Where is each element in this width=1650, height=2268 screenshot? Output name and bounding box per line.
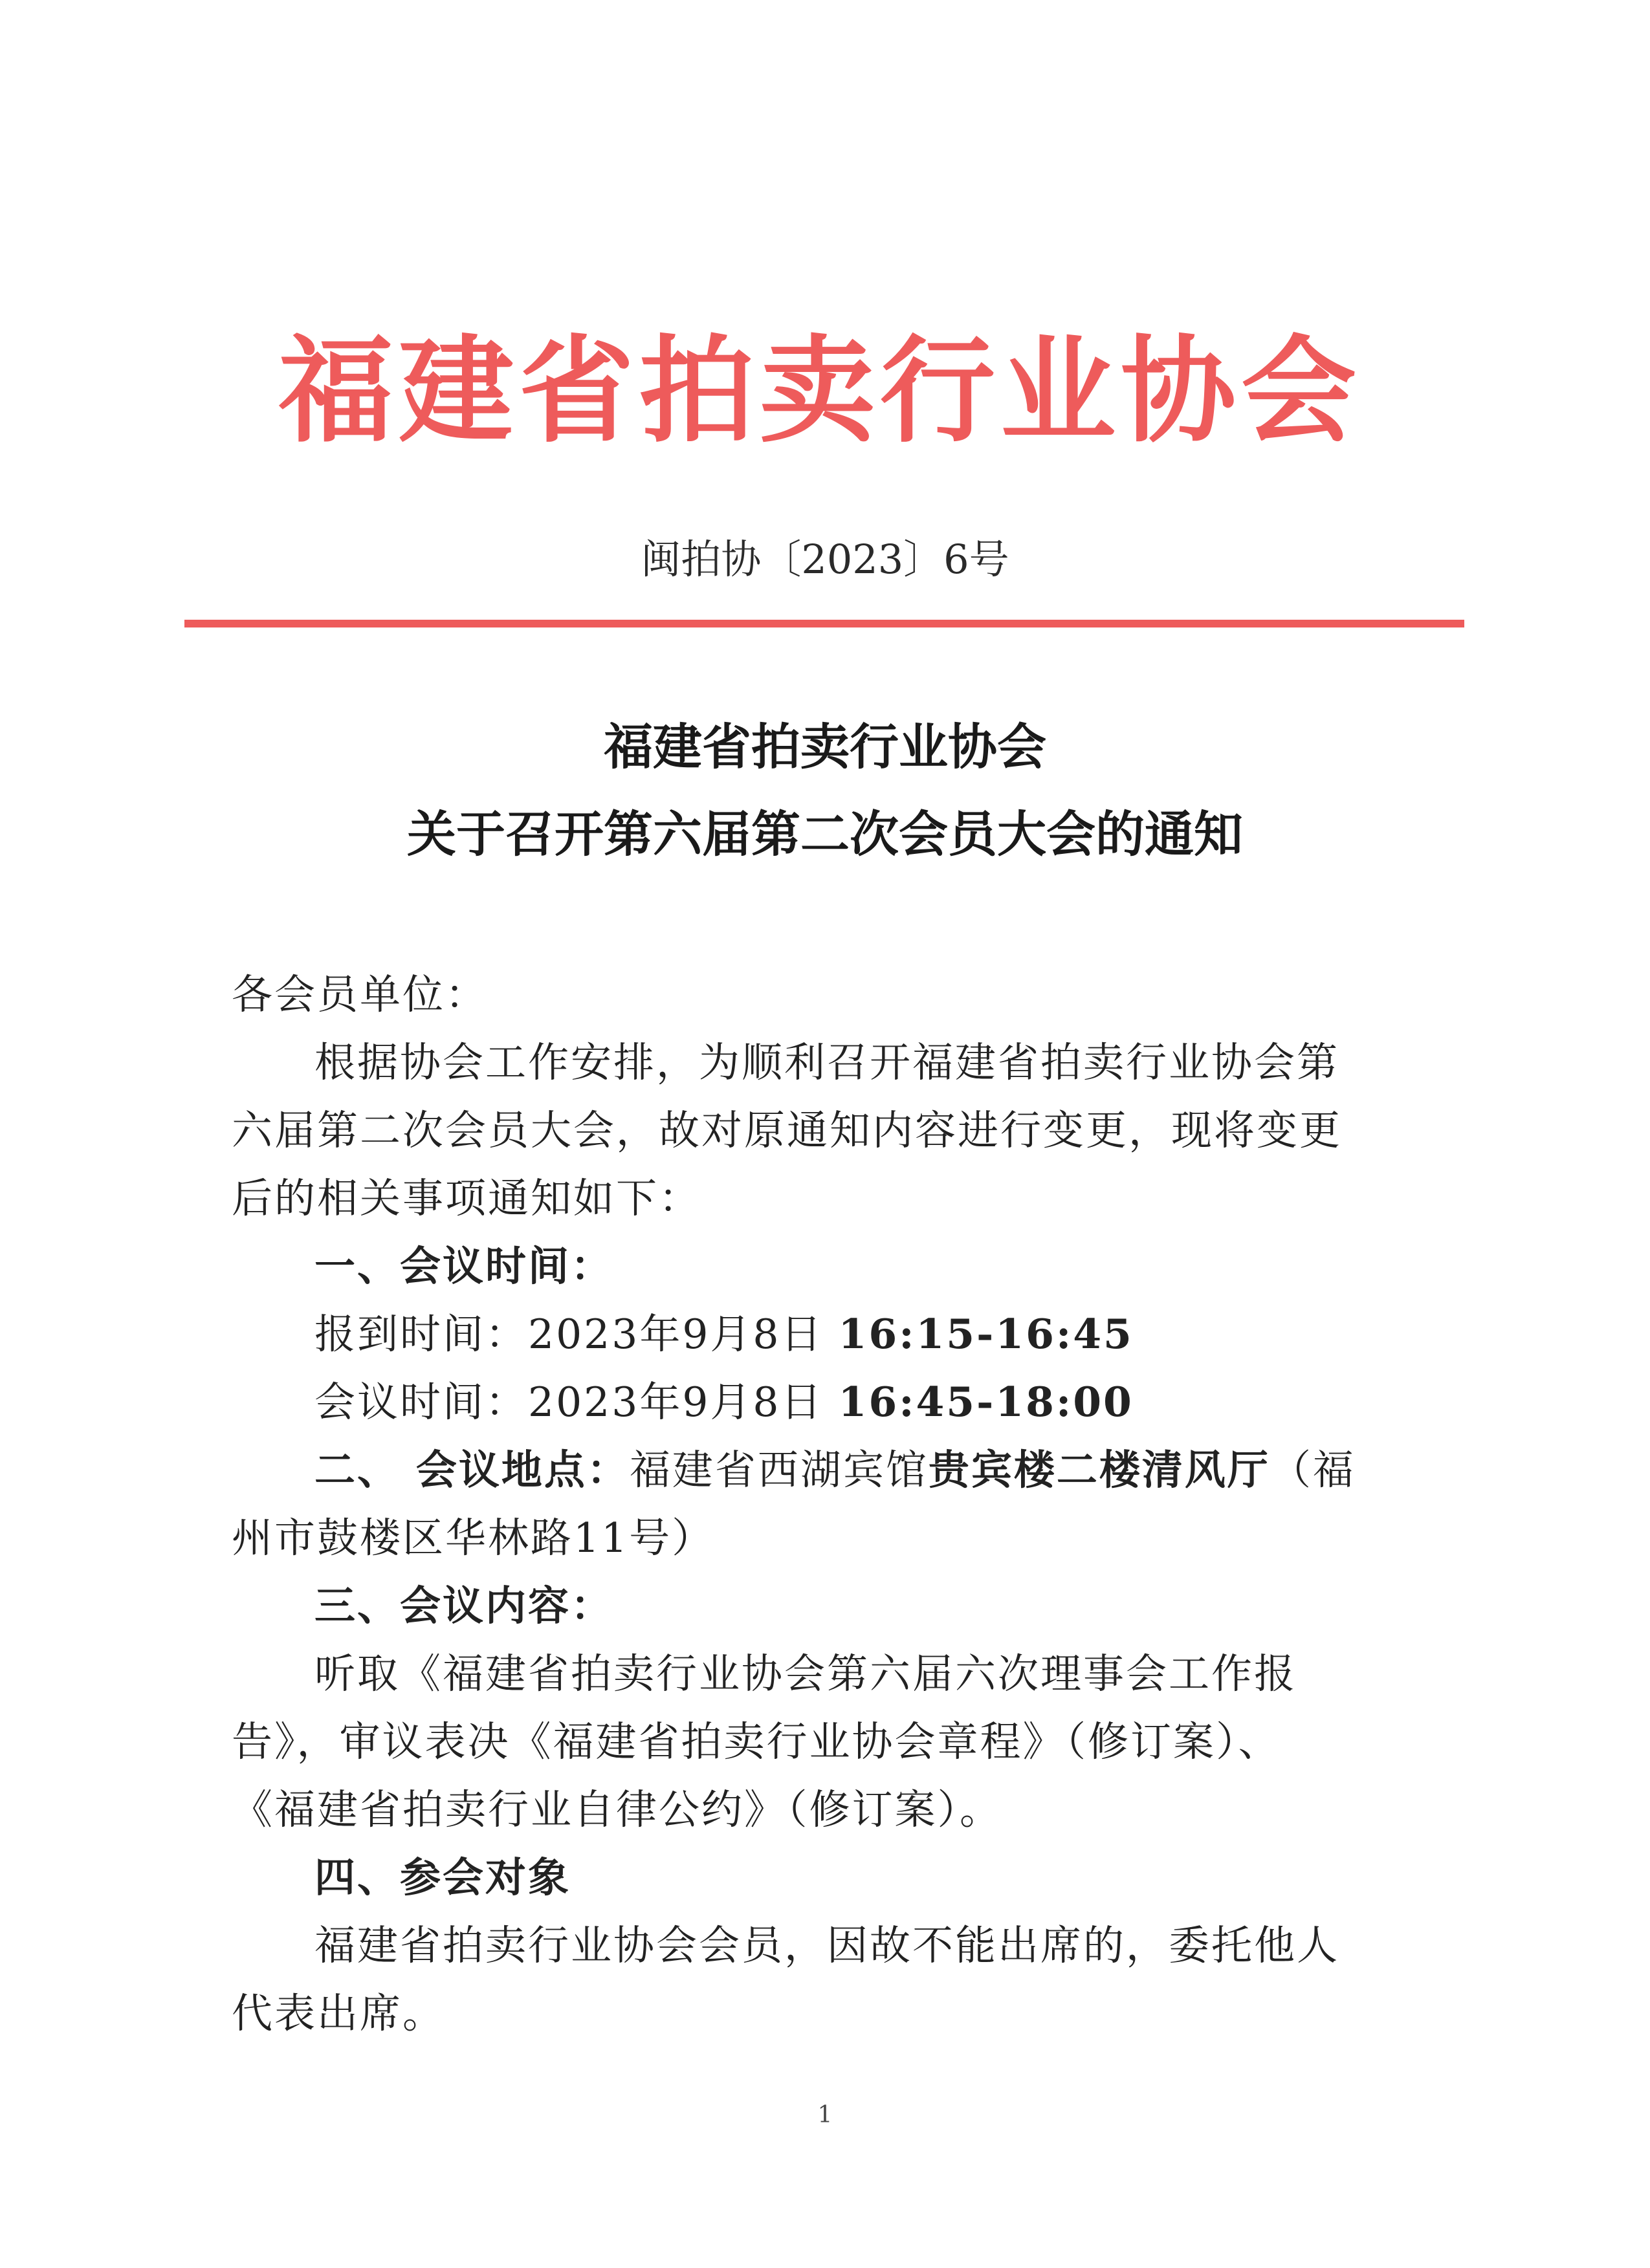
attendee-line-1: 福建省拍卖行业协会会员，因故不能出席的，委托他人 <box>314 1922 1339 1969</box>
page-number: 1 <box>817 2102 833 2128</box>
document-title-line2: 关于召开第六届第二次会员大会的通知 <box>407 805 1243 863</box>
document-number: 闽拍协〔2023〕6号 <box>641 536 1009 583</box>
registration-label: 报到时间： <box>314 1311 528 1358</box>
content-line-2: 告》，审议表决《福建省拍卖行业协会章程》（修订案）、 <box>232 1718 1281 1765</box>
registration-time: 16:15-16:45 <box>838 1310 1134 1358</box>
content-line-3: 《福建省拍卖行业自律公约》（修订案）。 <box>232 1786 1002 1833</box>
attendee-line-2: 代表出席。 <box>232 1990 445 2037</box>
content-line-1: 听取《福建省拍卖行业协会第六届六次理事会工作报 <box>314 1650 1297 1697</box>
address-line-2: 州市鼓楼区华林路11号） <box>232 1514 715 1562</box>
meeting-date: 2023年9月8日 <box>528 1379 824 1426</box>
salutation: 各会员单位： <box>232 971 488 1018</box>
masthead-org-name: 福建省拍卖行业协会 <box>278 324 1361 458</box>
intro-line-2: 六届第二次会员大会，故对原通知内容进行变更，现将变更 <box>232 1107 1342 1154</box>
red-divider-rule <box>184 620 1464 627</box>
meeting-time-line <box>232 1368 1473 1436</box>
document-title-line1: 福建省拍卖行业协会 <box>604 718 1046 776</box>
address-open: （福 <box>1270 1446 1356 1494</box>
venue-plain: 福建省西湖宾馆 <box>629 1446 929 1494</box>
intro-line-3: 后的相关事项通知如下： <box>232 1175 701 1222</box>
section-4-heading: 四、参会对象 <box>314 1853 571 1901</box>
registration-time-line <box>232 1300 1473 1368</box>
intro-line-1: 根据协会工作安排，为顺利召开福建省拍卖行业协会第 <box>314 1039 1339 1086</box>
registration-date: 2023年9月8日 <box>528 1311 824 1358</box>
venue-bold: 贵宾楼二楼清风厅 <box>928 1446 1270 1494</box>
section-2-heading: 二、 会议地点： <box>314 1446 630 1494</box>
venue-line <box>232 1436 1473 1504</box>
meeting-label: 会议时间： <box>314 1379 528 1426</box>
meeting-time: 16:45-18:00 <box>838 1378 1134 1426</box>
section-3-heading: 三、会议内容： <box>314 1582 613 1630</box>
section-1-heading: 一、会议时间： <box>314 1242 613 1290</box>
